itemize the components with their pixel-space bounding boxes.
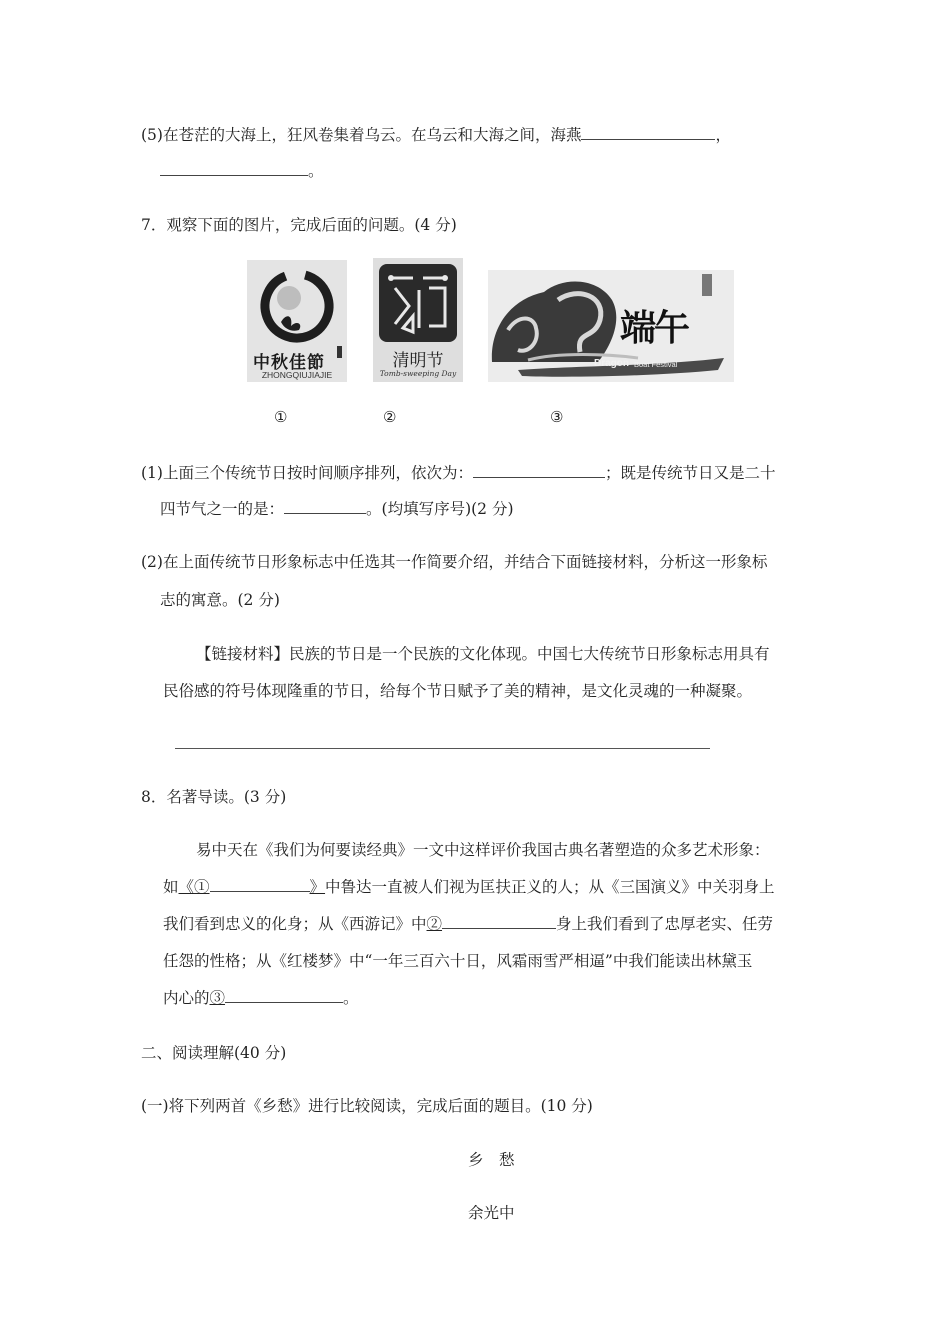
q8-para-line3 [163,913,773,935]
q8-text: 内心的 [163,989,210,1007]
q7-sub1-line2 [160,498,514,520]
q7-sub1-text-d: 。(均填写序号)(2 分) [366,500,514,518]
q6-5-line2 [160,160,324,182]
answer-blank[interactable] [473,463,605,478]
section-heading: 二、阅读理解(40 分) [141,1044,287,1062]
answer-blank[interactable] [581,125,715,140]
poem-author: 余光中 [468,1204,515,1222]
q7-heading: 7．观察下面的图片，完成后面的问题。(4 分) [141,216,457,234]
link-material-line1: 【链接材料】民族的节日是一个民族的文化体现。中国七大传统节日形象标志用具有 [196,645,770,663]
q8-para-line1: 易中天在《我们为何要读经典》一文中这样评价我国古典名著塑造的众多艺术形象： [196,841,770,859]
q8-text: 。 [343,989,359,1007]
answer-blank-1[interactable] [210,877,310,892]
logo1-subtitle: ZHONGQIUJIAJIE [261,370,333,380]
logo3-subtitle-b: Boat Festival [634,360,678,369]
logo1-title: 中秋佳節 [253,353,325,373]
q6-5-comma: ， [715,126,731,144]
logo3-subtitle-a: Dragon [594,358,629,369]
blank-2-mark: ② [426,915,443,933]
q8-text: 身上我们看到了忠厚老实、任劳 [556,915,774,933]
q7-sub2-line2: 志的寓意。(2 分) [160,591,280,609]
q7-sub1-text-c: 四节气之一的是： [160,500,285,518]
q8-heading: 8．名著导读。(3 分) [141,788,287,806]
q8-text: 如 [163,878,179,896]
answer-blank-2[interactable] [442,914,556,929]
logo2-mark: ② [383,408,397,426]
q7-sub1-line1 [141,462,775,484]
answer-blank[interactable] [160,161,308,176]
q8-para-line2 [163,876,775,898]
q8-text: 中鲁达一直被人们视为匡扶正义的人；从《三国演义》中关羽身上 [325,878,775,896]
q8-para-line4: 任怨的性格；从《红楼梦》中“一年三百六十日，风霜雨雪严相逼”中我们能读出林黛玉 [163,952,753,970]
logo3-title: 端午 [620,307,689,349]
dragon-boat-logo-image [488,270,734,382]
q7-sub1-text-b: ；既是传统节日又是二十 [604,464,776,482]
section-sub-heading: (一)将下列两首《乡愁》进行比较阅读，完成后面的题目。(10 分) [141,1097,593,1115]
q8-para-line5 [163,987,359,1009]
answer-blank[interactable] [284,499,366,514]
q6-5-end: 。 [308,162,324,180]
logo3-mark: ③ [550,408,564,426]
q6-5-text: (5)在苍茫的大海上，狂风卷集着乌云。在乌云和大海之间，海燕 [141,126,582,144]
q7-sub2-line1: (2)在上面传统节日形象标志中任选其一作简要介绍，并结合下面链接材料，分析这一形象标 [141,553,768,571]
answer-line[interactable] [175,748,710,749]
q7-sub1-text-a: (1)上面三个传统节日按时间顺序排列，依次为： [141,464,473,482]
blank-3-mark: ③ [209,989,226,1007]
logo2-subtitle: Tomb-sweeping Day [379,369,457,378]
q8-text: 我们看到忠义的化身；从《西游记》中 [163,915,427,933]
blank-1-open: 《① [178,878,210,896]
qingming-logo-image [373,258,463,382]
poem-title: 乡 愁 [468,1151,515,1169]
link-material-line2: 民俗感的符号体现隆重的节日，给每个节日赋予了美的精神，是文化灵魂的一种凝聚。 [163,682,753,700]
logo2-title: 清明节 [392,351,444,371]
blank-1-close: 》 [309,878,326,896]
answer-blank-3[interactable] [225,988,343,1003]
mid-autumn-logo-image [247,260,347,382]
logo1-mark: ① [274,408,288,426]
q6-5-line1 [141,124,731,146]
